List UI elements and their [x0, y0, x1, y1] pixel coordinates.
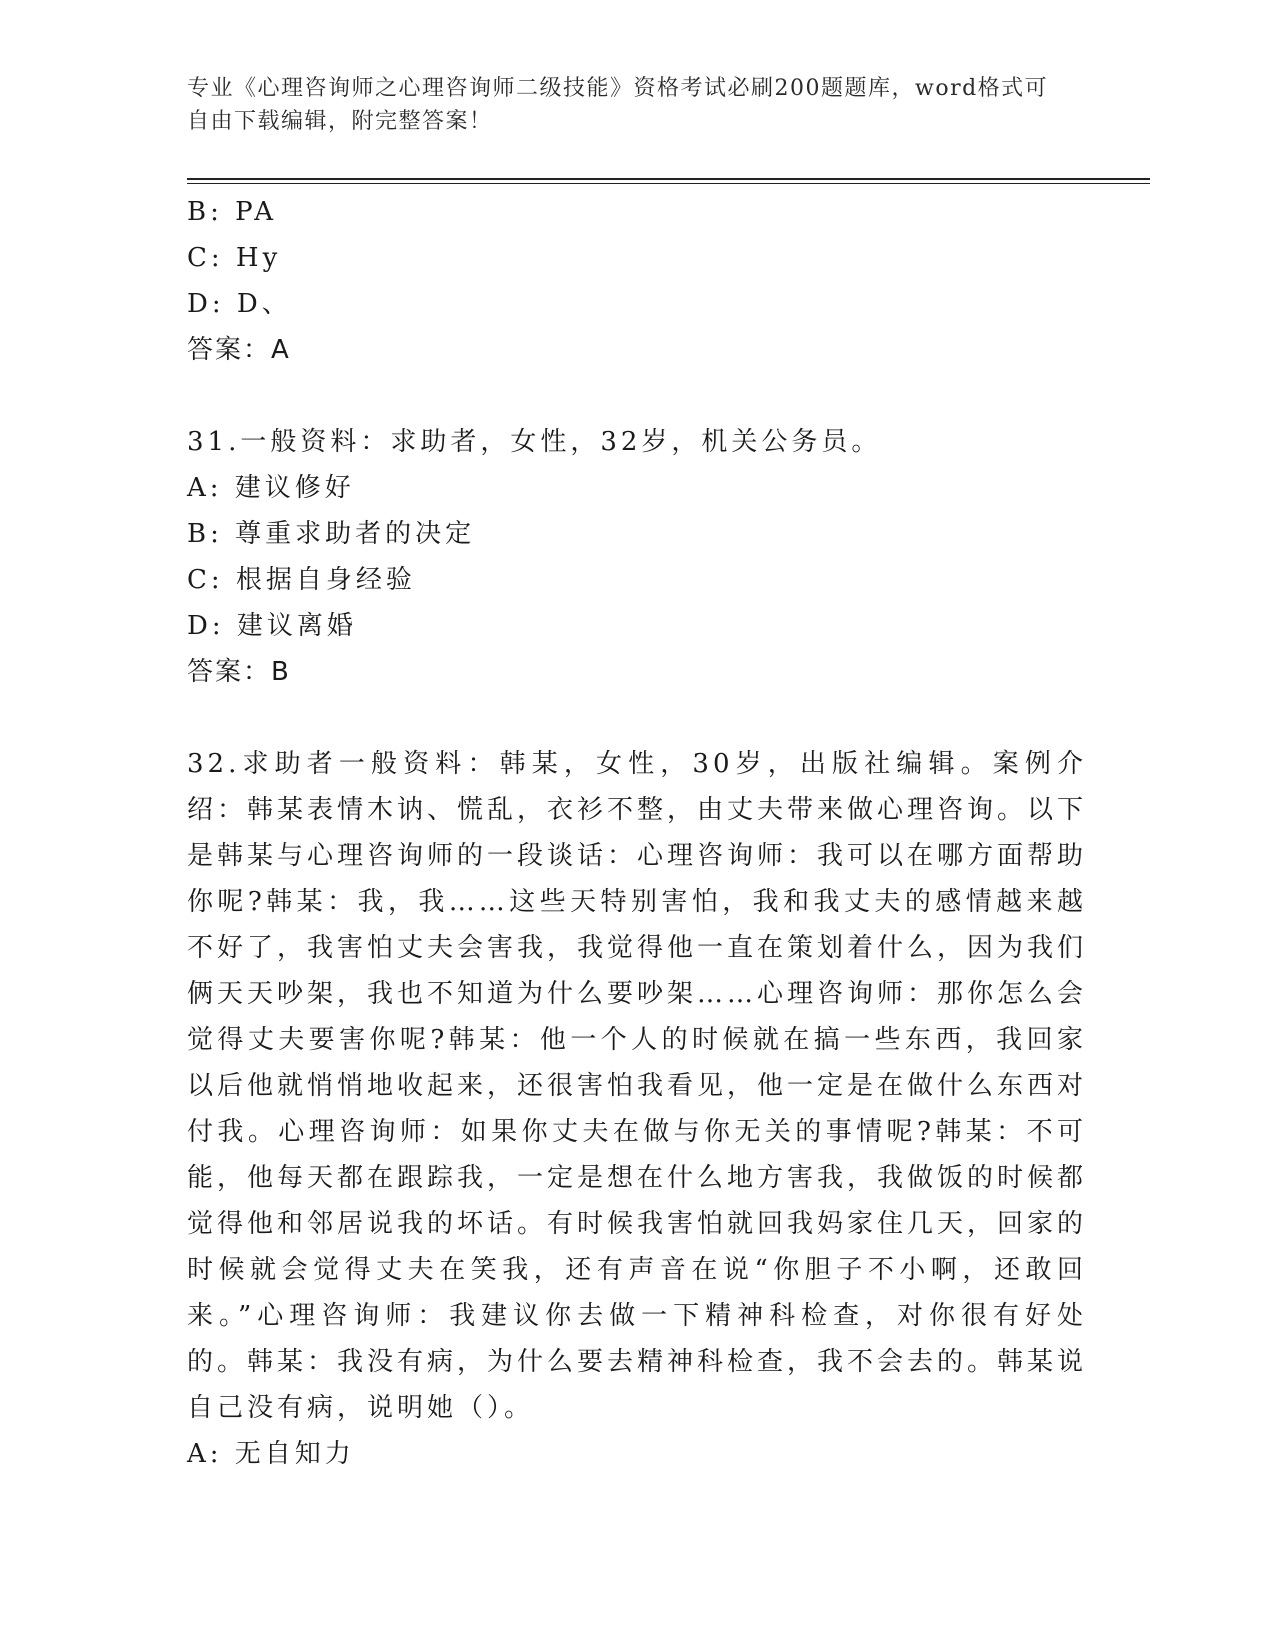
q31-option-d: D: 建议离婚 [187, 611, 357, 641]
q31-option-c: C: 根据自身经验 [187, 565, 416, 595]
q30-answer: 答案：A [187, 335, 291, 365]
q30-option-c: C: Hy [187, 243, 282, 273]
q32-option-a: A: 无自知力 [187, 1439, 355, 1469]
q31-answer: 答案：B [187, 657, 291, 687]
q31-option-a: A: 建议修好 [187, 473, 355, 503]
q32-stem: 32.求助者一般资料：韩某，女性，30岁，出版社编辑。案例介绍：韩某表情木讷、慌乱，衣衫不整，由丈夫带来做心理咨询。以下是韩某与心理咨询师的一段谈话：心理咨询师：我可以在哪方面帮助你呢?韩某：我，我……这些天特别害怕，我和我丈夫的感情越来越不好了，我害怕丈夫会害我，我觉得他一直在策划着什么，因为我们俩天天吵架，我也不知道为什么要吵架……心理咨询师：那你怎么会觉得丈夫要害你呢?韩某：他一个人的时候就在搞一些东西，我回家以后他就悄悄地收起来，还很害怕我看见，他一定是在做什么东西对付我。心理咨询师：如果你丈夫在做与你无关的事情呢?韩某：不可能，他每天都在跟踪我，一定是想在什么地方害我，我做饭的时候都觉得他和邻居说我的坏话。有时候我害怕就回我妈家住几天，回家的时候就会觉得丈夫在笑我，还有声音在说“你胆子不小啊，还敢回来。”心理咨询师：我建议你去做一下精神科检查，对你很有好处的。韩某：我没有病，为什么要去精神科检查，我不会去的。韩某说自己没有病，说明她（）。 [187, 749, 1088, 1423]
document-header: 专业《心理咨询师之心理咨询师二级技能》资格考试必刷200题题库，word格式可自由下载编辑，附完整答案！ [187, 76, 1049, 134]
header-divider-thin [187, 183, 1150, 184]
q31-option-b: B: 尊重求助者的决定 [187, 519, 476, 549]
q31-stem: 31.一般资料：求助者，女性，32岁，机关公务员。 [187, 427, 882, 457]
header-divider-thick [187, 178, 1150, 180]
question-content [187, 189, 1087, 1477]
q30-option-d: D: D、 [187, 289, 292, 319]
q30-option-b: B: PA [187, 197, 278, 227]
